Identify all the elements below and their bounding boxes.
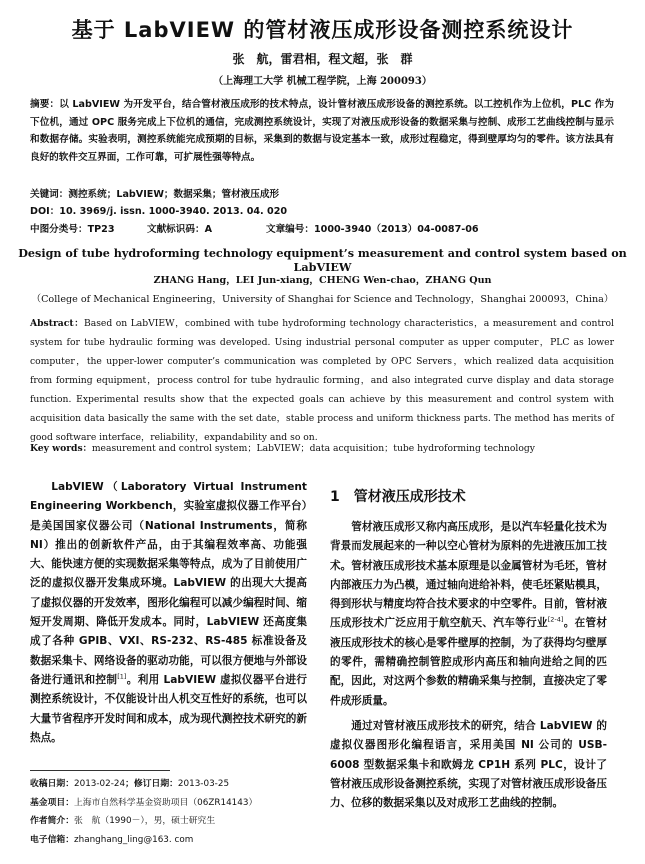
doc-code-field [147, 221, 212, 235]
footnote-author [30, 812, 320, 831]
footnote-block [30, 775, 320, 849]
keywords-en [30, 440, 614, 454]
abstract-en-text: Based on LabVIEW，combined with tube hydroforming technology characteristics，a measurement and control system for tube hydraulic forming was developed. Using industrial personal computer as upper computer，PLC as lower computer，the upper-lower computer’s communication was completed by OPC Servers，which realized data acquisition from forming equipment，process control for tube hydraulic forming，and also integrated curve display and data storage function. Experimental results show that the expected goals can achieve by this measurement and control system with acquisition data basically the same with the set date，stable process and uniform thickness parts. The method has merits of good software interface，reliability，expandability and so on. [30, 318, 614, 443]
doi-label: DOI： [30, 206, 60, 217]
revised-date: 2013-03-25 [177, 779, 230, 789]
abstract-en-label: Abstract： [30, 318, 84, 329]
sec1-p1-text-part2: 。在管材液压成形技术的核心是零件壁厚的控制，为了获得均匀壁厚的零件，需精确控制管腔成形内高压和轴向进给之间的匹配，因此，对这两个参数的精确采集与控制，直接决定了零件成形质量。 [330, 617, 608, 707]
article-no-value: 1000-3940（2013）04-0087-06 [313, 224, 479, 235]
author-bio-text: 张 航（1990－），男，硕士研究生 [74, 816, 216, 826]
email-label: 电子信箱： [30, 834, 74, 845]
author-bio-label: 作者简介： [30, 816, 74, 826]
footnote-divider [30, 770, 170, 771]
abstract-en [30, 314, 614, 447]
authors-cn: 张 航，雷君相，程文超，张 群 [232, 52, 413, 66]
keywords-cn-label: 关键词： [30, 189, 69, 200]
abstract-cn-label: 摘要： [30, 99, 60, 110]
affiliation-en: （College of Mechanical Engineering，University of Shanghai for Science and Technology，Shanghai 200093，China） [31, 294, 614, 305]
section-1-heading: 1 管材液压成形技术 [330, 489, 466, 505]
intro-citation: [1] [117, 672, 127, 681]
article-no-field [266, 221, 479, 235]
keywords-cn-text: 测控系统；LabVIEW；数据采集；管材液压成形 [68, 189, 280, 200]
footnote-dates [30, 775, 320, 794]
received-date: 2013-02-24 [74, 779, 126, 789]
section-1-paragraph-1 [330, 518, 607, 711]
abstract-cn [30, 96, 614, 166]
intro-text-part1: LabVIEW（Laboratory Virtual Instrument Engineering Workbench，实验室虚拟仪器工作平台）是美国国家仪器公司（National Instruments，简称 NI）推出的创新软件产品，由于其编程效率高、功能强大、能快速方便的实现数据采集等特点，成为了目前使用广泛的虚拟仪器开发集成环境。LabVIEW 的出现大大提高了虚拟仪器的开发效率，图形化编程可以减少编程时间、缩短开发周期、降低开发成本。同时，LabVIEW 还高度集成了各种 GPIB、VXI、RS-232、RS-485 标准设备及数据采集卡、网络设备的驱动功能，可以很方便地与外部设备进行通讯和控制 [30, 481, 307, 686]
doi-value: 10. 3969/j. issn. 1000-3940. 2013. 04. 020 [59, 206, 288, 217]
doc-code-label: 文献标识码： [147, 224, 205, 235]
intro-column [30, 478, 307, 748]
paper-title-cn: 基于 LabVIEW 的管材液压成形设备测控系统设计 [71, 18, 574, 42]
clc-value: TP23 [87, 224, 115, 235]
intro-paragraph [30, 478, 307, 748]
intro-text-part2: 。利用 LabVIEW 虚拟仪器平台进行测控系统设计，不仅能设计出人机交互性好的系统，也可以大量节省程序开发时间和成本，成为现代测控技术研究的新热点。 [30, 673, 308, 744]
fund-text: 上海市自然科学基金资助项目（06ZR14143） [74, 797, 258, 808]
received-label: 收稿日期： [30, 779, 74, 789]
section-1-paragraph-2: 通过对管材液压成形技术的研究，结合 LabVIEW 的虚拟仪器图形化编程语言，采用美国 NI 公司的 USB-6008 型数据采集卡和欧姆龙 CP1H 系列 PLC，设计了管材液压成形设备测控系统，实现了对管材液压成形设备压力、位移的数据采集以及对成形工艺曲线的控制。 [330, 719, 607, 810]
keywords-en-label: Key words： [30, 443, 92, 454]
keywords-en-text: measurement and control system；LabVIEW；data acquisition；tube hydroforming technology [91, 443, 535, 454]
article-no-label: 文章编号： [266, 224, 314, 235]
authors-en: ZHANG Hang，LEI Jun-xiang，CHENG Wen-chao，ZHANG Qun [153, 275, 492, 286]
fund-label: 基金项目： [30, 797, 74, 808]
abstract-cn-text: 以 LabVIEW 为开发平台，结合管材液压成形的技术特点，设计管材液压成形设备的测控系统。以工控机作为上位机，PLC 作为下位机，通过 OPC 服务完成上下位机的通信，完成测控系统设计，实现了对液压成形设备的数据采集与控制、成形工艺曲线控制与显示和数据存储。实验表明，测控系统能完成预期的目标，采集到的数据与设定基本一致，成形过程稳定，得到壁厚均匀的零件。该方法具有良好的软件交互界面，工作可靠，可扩展性强等特点。 [30, 99, 615, 163]
paper-title-en: Design of tube hydroforming technology equipment’s measurement and control system based on LabVIEW [18, 246, 627, 274]
clc-field [30, 221, 115, 235]
sec1-citation: [2-4] [547, 615, 564, 624]
keywords-cn [30, 186, 614, 204]
footnote-email [30, 831, 320, 850]
sec1-p1-text-part1: 管材液压成形又称内高压成形，是以汽车轻量化技术为背景而发展起来的一种以空心管材为原料的先进液压加工技术。管材液压成形技术基本原理是以金属管材为毛坯，管材内部液压力为凸模，通过轴向进给补料，使毛坯紧贴模具，得到形状与精度均符合技术要求的中空零件。目前，管材液压成形技术广泛应用于航空航天、汽车等行业 [330, 521, 607, 630]
section-1-column [330, 518, 607, 819]
revised-label: ；修订日期： [125, 779, 178, 789]
doi-line [30, 203, 614, 221]
doc-code-value: A [204, 224, 212, 235]
email-text: zhanghang_ling@163. com [74, 834, 194, 845]
affiliation-cn: （上海理工大学 机械工程学院，上海 200093） [213, 76, 432, 87]
footnote-fund [30, 794, 320, 813]
clc-label: 中图分类号： [30, 224, 88, 235]
